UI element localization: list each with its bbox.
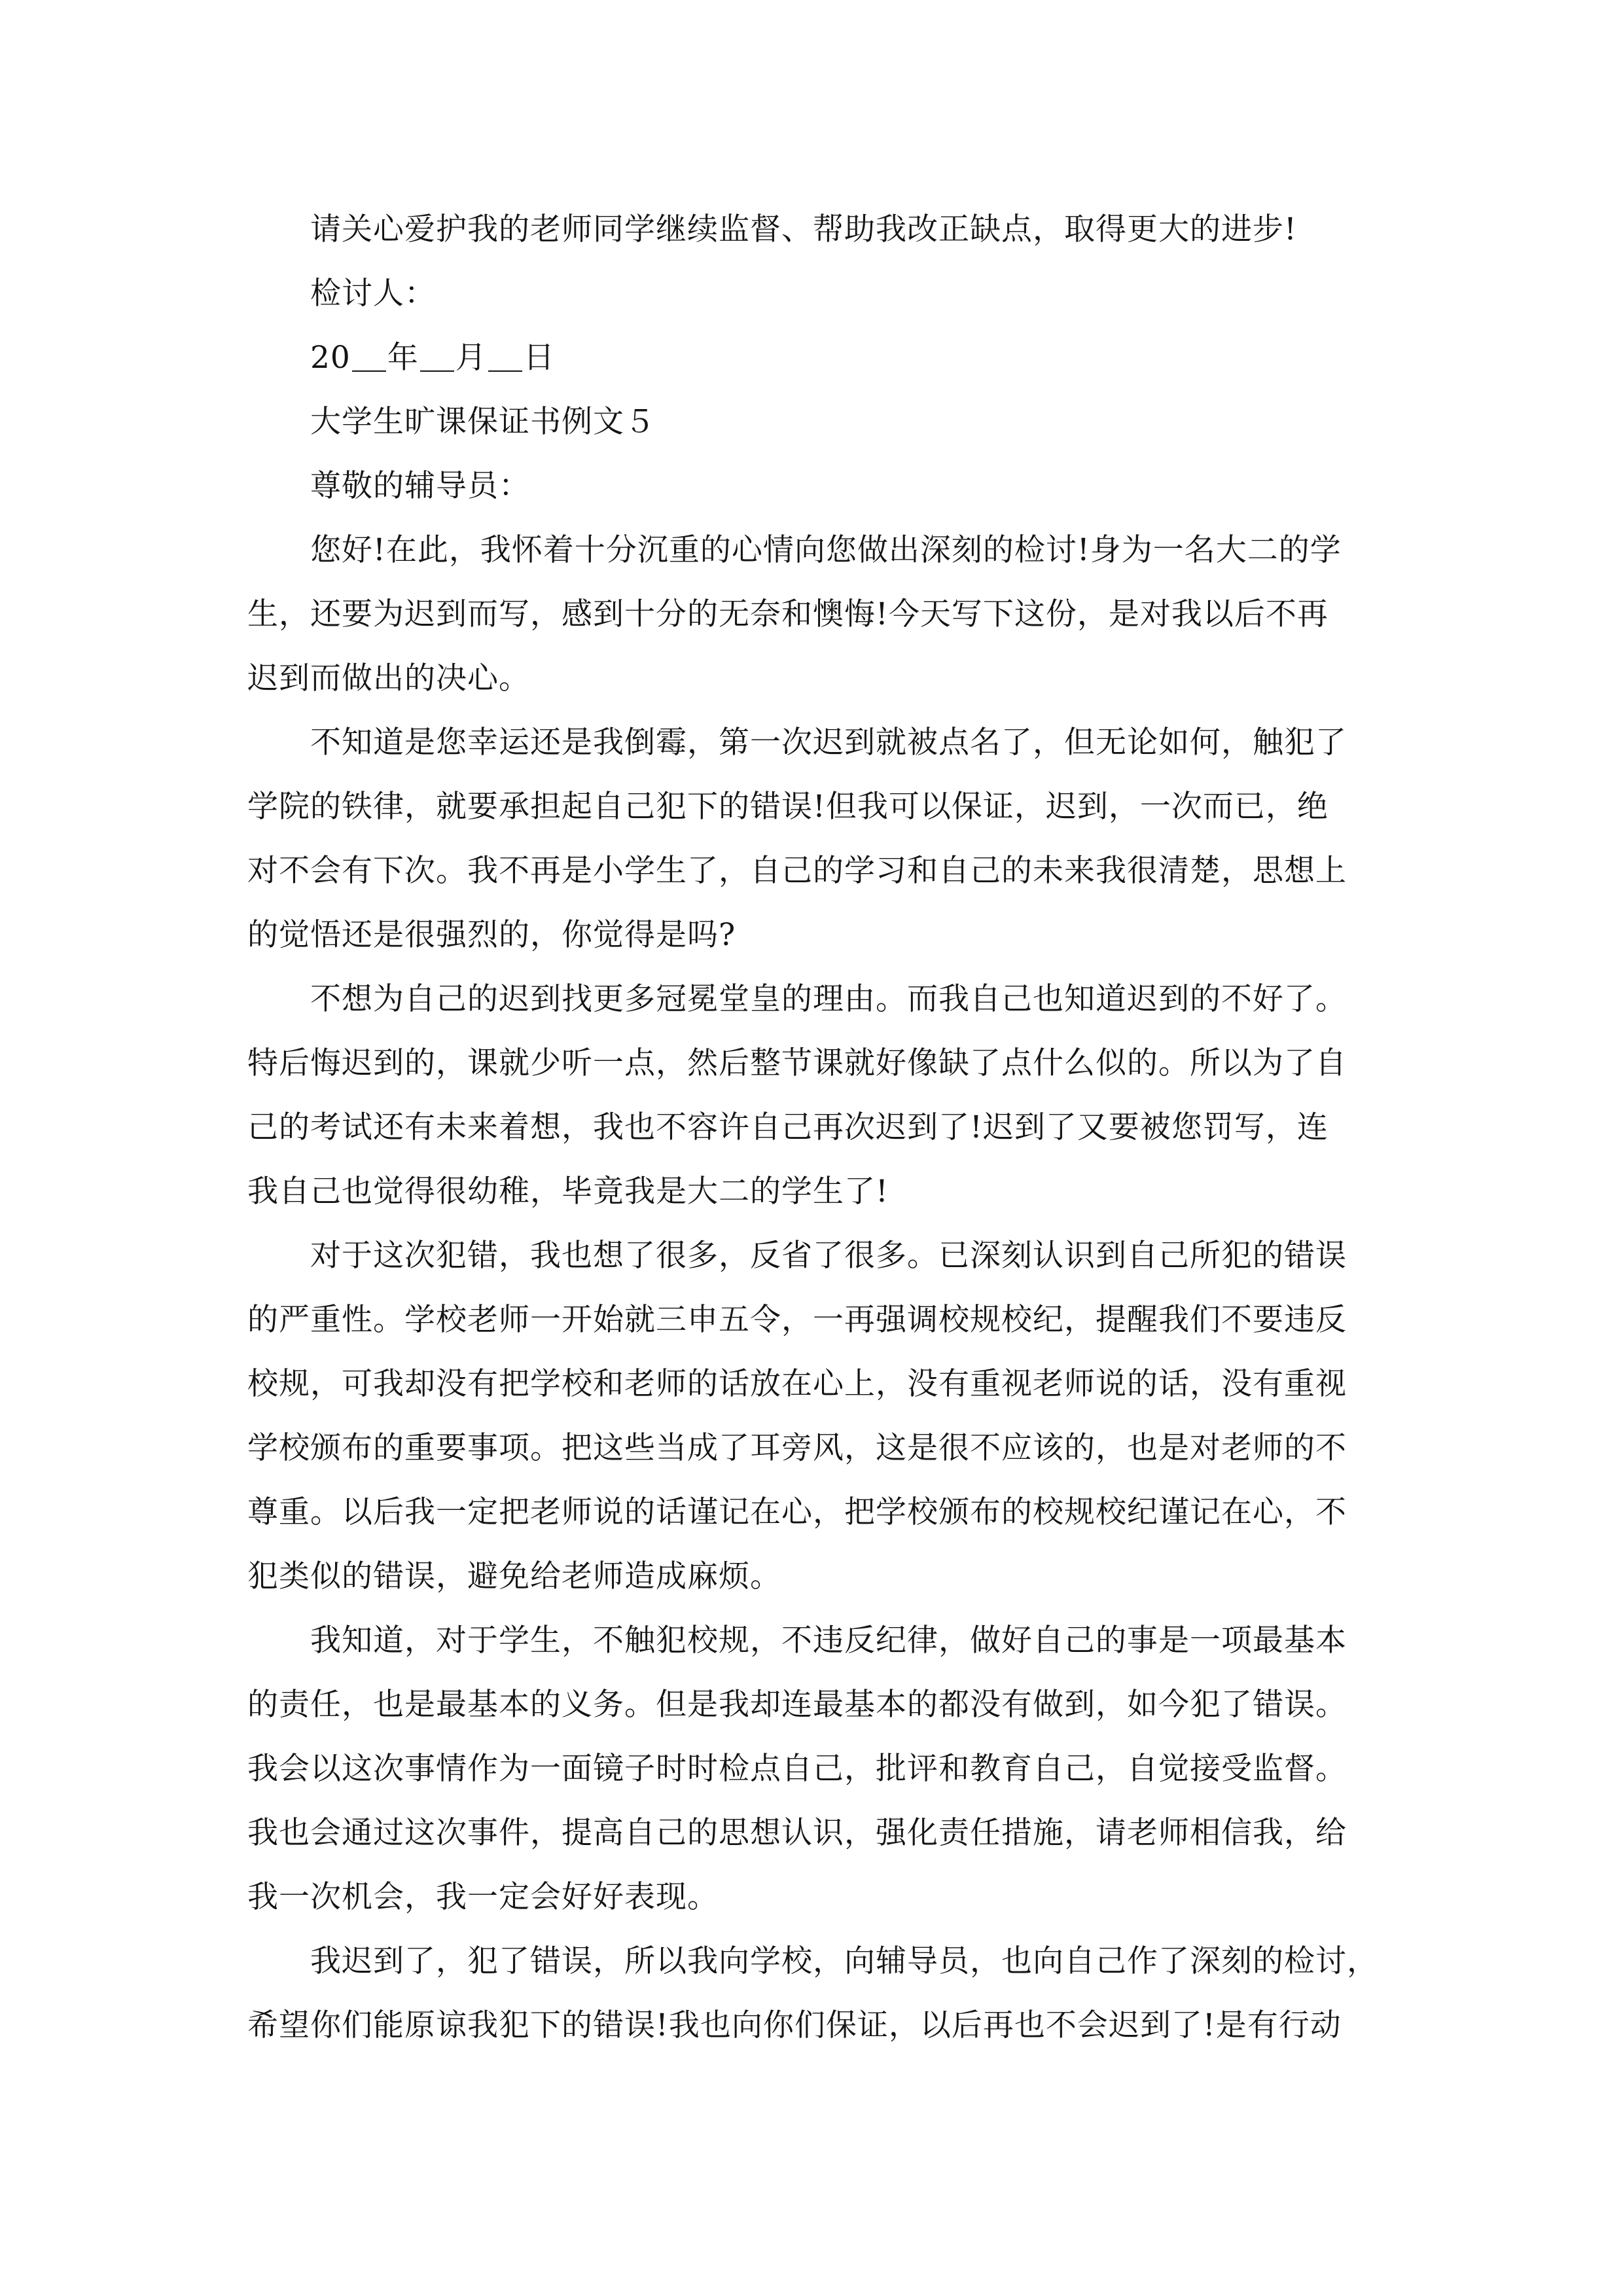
paragraph: [247, 1929, 1380, 2058]
paragraph-line: 学校颁布的重要事项。把这些当成了耳旁风，这是很不应该的，也是对老师的不: [247, 1430, 1347, 1466]
paragraph-line: 希望你们能原谅我犯下的错误!我也向你们保证，以后再也不会迟到了!是有行动: [247, 2007, 1342, 2043]
paragraph: [247, 518, 1380, 711]
section-title: 大学生旷课保证书例文５: [310, 404, 656, 440]
paragraph-line: 不知道是您幸运还是我倒霉，第一次迟到就被点名了，但无论如何，触犯了: [310, 725, 1347, 761]
year-blank: [352, 344, 386, 372]
paragraph-line: 的严重性。学校老师一开始就三申五令，一再强调校规校纪，提醒我们不要违反: [247, 1302, 1347, 1338]
salutation: 尊敬的辅导员：: [310, 468, 530, 504]
paragraph-line: 特后悔迟到的，课就少听一点，然后整节课就好像缺了点什么似的。所以为了自: [247, 1045, 1347, 1081]
paragraph-line: 不想为自己的迟到找更多冠冕堂皇的理由。而我自己也知道迟到的不好了。: [310, 981, 1347, 1017]
paragraph-line: 尊重。以后我一定把老师说的话谨记在心，把学校颁布的校规校纪谨记在心，不: [247, 1494, 1347, 1530]
paragraph-line: 生，还要为迟到而写，感到十分的无奈和懊悔!今天写下这份，是对我以后不再: [247, 596, 1329, 632]
paragraph-line: 我会以这次事情作为一面镜子时时检点自己，批评和教育自己，自觉接受监督。: [247, 1751, 1347, 1787]
date-day-label: 日: [523, 340, 555, 376]
paragraph-line: 对于这次犯错，我也想了很多，反省了很多。已深刻认识到自己所犯的错误: [310, 1238, 1347, 1274]
document-body: [247, 198, 1380, 2058]
paragraph-line: 我一次机会，我一定会好好表现。: [247, 1879, 719, 1915]
month-blank: [420, 344, 454, 372]
closing-line: 请关心爱护我的老师同学继续监督、帮助我改正缺点，取得更大的进步!: [310, 211, 1297, 247]
paragraph-line: 的责任，也是最基本的义务。但是我却连最基本的都没有做到，如今犯了错误。: [247, 1687, 1347, 1723]
signer-label: 检讨人：: [310, 276, 436, 312]
paragraph-line: 我自己也觉得很幼稚，毕竟我是大二的学生了!: [247, 1174, 889, 1210]
paragraph-line: 己的考试还有未来着想，我也不容许自己再次迟到了!迟到了又要被您罚写，连: [247, 1109, 1329, 1145]
paragraph-line: 的觉悟还是很强烈的，你觉得是吗?: [247, 917, 736, 953]
date-line: [247, 326, 1380, 390]
paragraph-line: 对不会有下次。我不再是小学生了，自己的学习和自己的未来我很清楚，思想上: [247, 853, 1347, 889]
paragraph: [247, 1224, 1380, 1609]
paragraph-line: 您好!在此，我怀着十分沉重的心情向您做出深刻的检讨!身为一名大二的学: [310, 532, 1342, 568]
paragraph-line: 校规，可我却没有把学校和老师的话放在心上，没有重视老师说的话，没有重视: [247, 1366, 1347, 1402]
paragraph-line: 犯类似的错误，避免给老师造成麻烦。: [247, 1558, 781, 1594]
date-year-prefix: 20: [310, 340, 351, 376]
paragraph-line: 学院的铁律，就要承担起自己犯下的错误!但我可以保证，迟到，一次而已，绝: [247, 789, 1329, 825]
date-year-label: 年: [387, 340, 419, 376]
day-blank: [488, 344, 522, 372]
paragraph-line: 我知道，对于学生，不触犯校规，不违反纪律，做好自己的事是一项最基本: [310, 1623, 1347, 1659]
paragraph-line: 我迟到了，犯了错误，所以我向学校，向辅导员，也向自己作了深刻的检讨，: [310, 1943, 1378, 1979]
paragraph-line: 我也会通过这次事件，提高自己的思想认识，强化责任措施，请老师相信我，给: [247, 1815, 1347, 1851]
paragraph: [247, 1609, 1380, 1929]
paragraph: [247, 711, 1380, 967]
paragraph-line: 迟到而做出的决心。: [247, 660, 530, 696]
date-month-label: 月: [455, 340, 487, 376]
paragraph: [247, 967, 1380, 1224]
